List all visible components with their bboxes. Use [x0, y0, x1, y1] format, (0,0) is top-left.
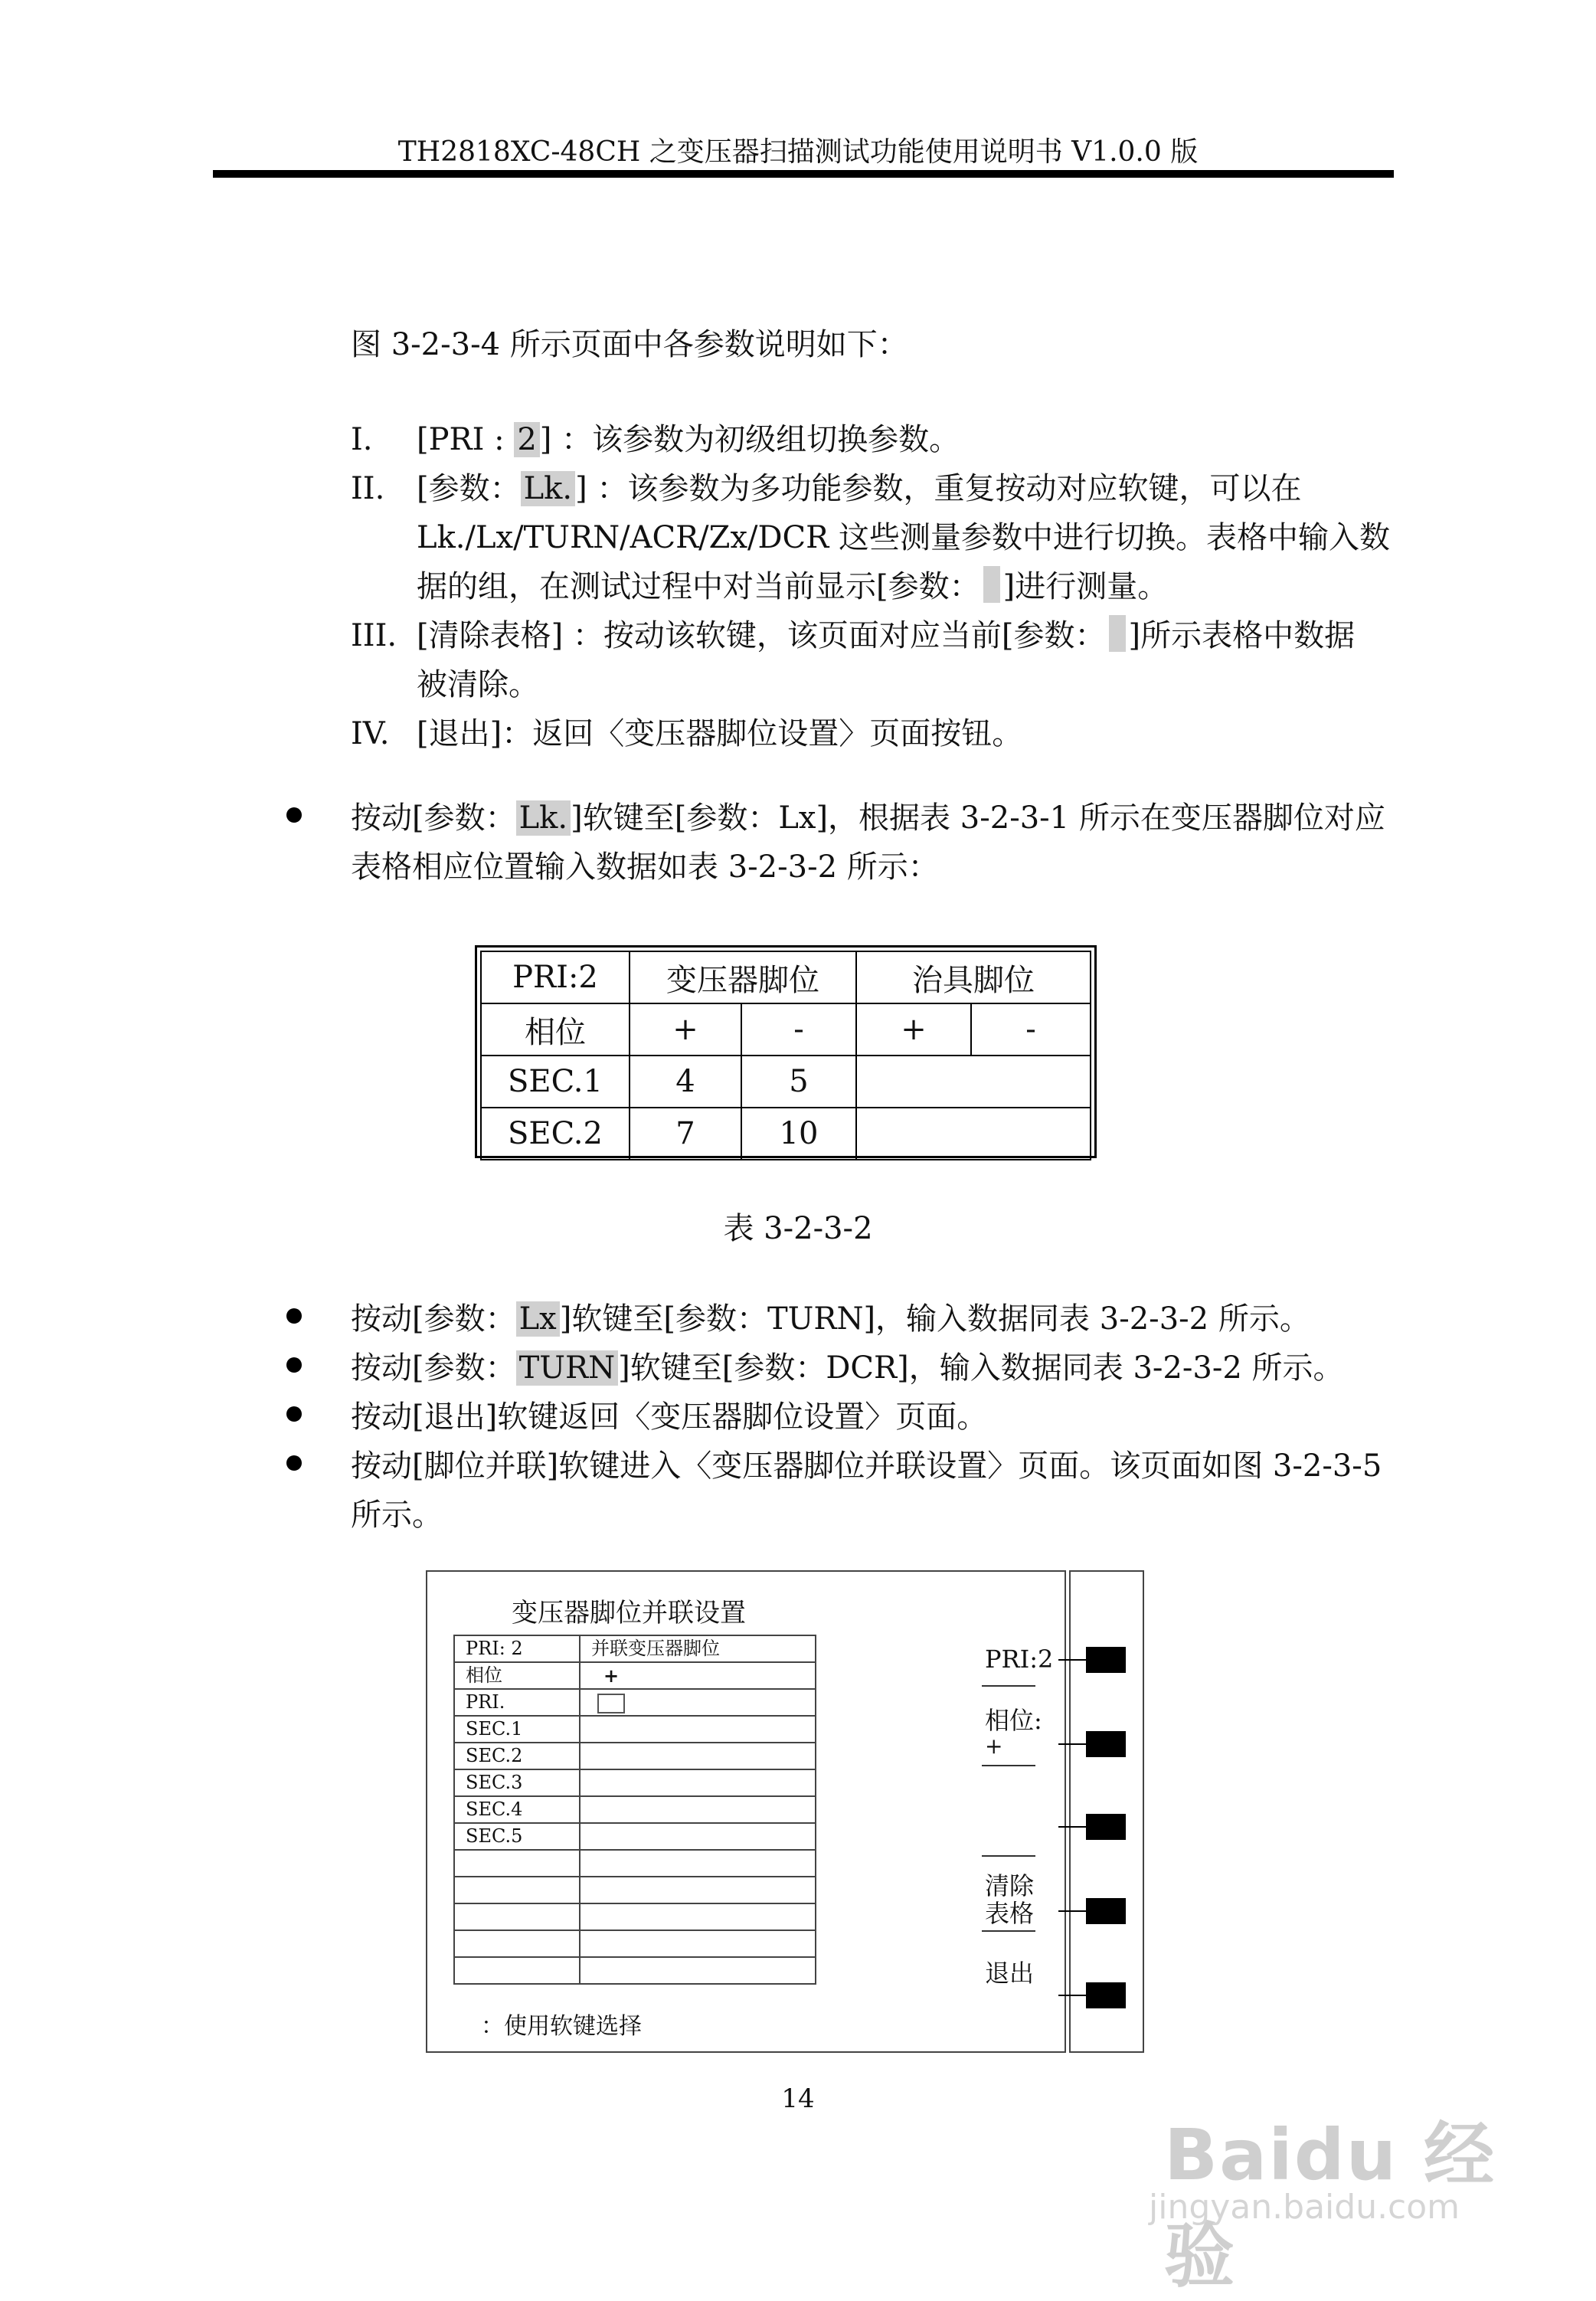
- param-highlight: Lk.: [521, 471, 576, 506]
- table-cell: [580, 1903, 816, 1930]
- pin-table: [475, 945, 1097, 1158]
- table-row: [454, 1769, 816, 1796]
- table-row: [454, 1635, 816, 1662]
- watermark: [1103, 2083, 1562, 2297]
- bullet-icon: [286, 1406, 302, 1422]
- table-cell: [580, 1769, 816, 1796]
- table-cell: SEC.1: [481, 1056, 630, 1108]
- bullet-text: 表格相应位置输入数据如表 3-2-3-2 所示：: [351, 849, 939, 885]
- param-text: ] ：该参数为初级组切换参数。: [539, 422, 960, 457]
- param-item: [417, 415, 960, 464]
- softkey-3-button[interactable]: [1086, 1814, 1126, 1840]
- table-cell: 变压器脚位: [630, 951, 856, 1003]
- table-cell: [454, 1877, 580, 1903]
- softkey-4-button[interactable]: [1086, 1898, 1126, 1924]
- table-cell: [454, 1903, 580, 1930]
- param-text: Lk./Lx/TURN/ACR/Zx/DCR 这些测量参数中进行切换。表格中输入数: [417, 520, 1390, 555]
- table-row: [454, 1903, 816, 1930]
- table-cell: 相位: [454, 1662, 580, 1689]
- table-cell: 治具脚位: [856, 951, 1091, 1003]
- param-text: [退出]：返回〈变压器脚位设置〉页面按钮。: [417, 716, 1023, 751]
- softkey-label-clear: 清除: [985, 1871, 1035, 1900]
- table-cell: [580, 1743, 816, 1769]
- table-cell: [580, 1957, 816, 1984]
- bullet-text: 按动[退出]软键返回〈变压器脚位设置〉页面。: [351, 1399, 988, 1435]
- table-row: [454, 1823, 816, 1850]
- header-rule: [213, 170, 1394, 178]
- table-cell: +: [630, 1003, 741, 1056]
- softkey-2-button[interactable]: [1086, 1731, 1126, 1757]
- param-item: [417, 611, 1355, 660]
- table-cell: [580, 1877, 816, 1903]
- param-num: III.: [351, 618, 397, 653]
- bullet-icon: [286, 1455, 302, 1471]
- bullet-text: 按动[参数：: [351, 800, 516, 836]
- softkey-label-pri: PRI:2: [985, 1645, 1054, 1674]
- softkey-label-exit: 退出: [985, 1959, 1035, 1988]
- table-row: [454, 1957, 816, 1984]
- table-row: [454, 1662, 816, 1689]
- bullet-item: [351, 794, 1385, 843]
- softkey-divider: [982, 1855, 1035, 1857]
- table-cell: SEC.2: [454, 1743, 580, 1769]
- table-cell: SEC.4: [454, 1796, 580, 1823]
- param-text: ]进行测量。: [1002, 569, 1169, 604]
- table-row: [454, 1689, 816, 1716]
- table-cell: 并联变压器脚位: [580, 1635, 816, 1662]
- table-cell: 4: [630, 1056, 741, 1108]
- softkey-1-button[interactable]: [1086, 1647, 1126, 1673]
- table-cell: SEC.1: [454, 1716, 580, 1743]
- figure-hint: ：使用软键选择: [481, 2013, 642, 2040]
- table-cell: [454, 1957, 580, 1984]
- param-text: [参数：: [417, 471, 521, 506]
- bullet-text: 按动[脚位并联]软键进入〈变压器脚位并联设置〉页面。该页面如图 3-2-3-5: [351, 1448, 1382, 1484]
- param-text: ] ：该参数为多功能参数，重复按动对应软键，可以在: [575, 471, 1302, 506]
- table-cell: 相位: [481, 1003, 630, 1056]
- param-highlight: [1109, 615, 1126, 652]
- table-cell: [856, 1108, 1091, 1160]
- param-highlight: 2: [514, 422, 539, 457]
- softkey-connector: [1058, 1995, 1086, 1996]
- table-cell: SEC.5: [454, 1823, 580, 1850]
- softkey-connector: [1058, 1659, 1086, 1661]
- table-caption: 表 3-2-3-2: [723, 1211, 873, 1246]
- table-row: [454, 1796, 816, 1823]
- softkey-label-phase: 相位:: [985, 1706, 1042, 1735]
- bullet-item: [351, 1344, 1344, 1393]
- table-row: [481, 1108, 1091, 1160]
- figure-title: 变压器脚位并联设置: [512, 1598, 746, 1628]
- table-cell: 7: [630, 1108, 741, 1160]
- bullet-text: 按动[参数：: [351, 1301, 516, 1337]
- table-cell: +: [856, 1003, 971, 1056]
- table-cell: 10: [741, 1108, 856, 1160]
- softkey-connector: [1058, 1910, 1086, 1912]
- screen-figure: [426, 1570, 1066, 2053]
- table-cell: [580, 1689, 816, 1716]
- param-num: IV.: [351, 716, 390, 751]
- table-cell: -: [971, 1003, 1091, 1056]
- table-cell: -: [741, 1003, 856, 1056]
- param-text: ]所示表格中数据: [1128, 618, 1356, 653]
- bullet-icon: [286, 1308, 302, 1324]
- softkey-label-phase-value: +: [985, 1733, 1003, 1759]
- bullet-icon: [286, 1357, 302, 1373]
- header-title: TH2818XC-48CH 之变压器扫描测试功能使用说明书 V1.0.0 版: [397, 136, 1199, 168]
- table-cell: [580, 1716, 816, 1743]
- softkey-connector: [1058, 1826, 1086, 1828]
- softkey-panel: [1069, 1570, 1144, 2053]
- table-cell: 5: [741, 1056, 856, 1108]
- softkey-divider: [982, 1685, 1035, 1687]
- table-cell: [856, 1056, 1091, 1108]
- softkey-divider: [982, 1765, 1035, 1766]
- watermark-url: jingyan.baidu.com: [1149, 2188, 1460, 2227]
- table-cell: [454, 1930, 580, 1957]
- checkbox-icon[interactable]: [597, 1694, 625, 1713]
- param-item: [417, 464, 1301, 513]
- param-text: [PRI :: [417, 422, 515, 457]
- bullet-text: 按动[参数：: [351, 1350, 516, 1386]
- table-row: [454, 1877, 816, 1903]
- softkey-5-button[interactable]: [1086, 1982, 1126, 2008]
- table-row: [481, 1003, 1091, 1056]
- param-num: I.: [351, 422, 373, 457]
- table-row: [454, 1930, 816, 1957]
- bullet-text: 所示。: [351, 1497, 443, 1533]
- param-text: [清除表格] ：按动该软键，该页面对应当前[参数：: [417, 618, 1106, 653]
- bullet-icon: [286, 807, 302, 823]
- table-row: [481, 951, 1091, 1003]
- table-cell: PRI.: [454, 1689, 580, 1716]
- table-cell: [454, 1850, 580, 1877]
- bullet-highlight: Lx: [516, 1301, 560, 1337]
- param-text: 被清除。: [417, 667, 539, 702]
- param-num: II.: [351, 471, 385, 506]
- bullet-text: ]软键至[参数：Lx]，根据表 3-2-3-1 所示在变压器脚位对应: [571, 800, 1385, 836]
- bullet-highlight: TURN: [516, 1350, 619, 1386]
- page-number: 14: [781, 2083, 815, 2114]
- bullet-item: [351, 1295, 1310, 1344]
- table-cell: +: [580, 1662, 816, 1689]
- table-cell: SEC.2: [481, 1108, 630, 1160]
- table-cell: [580, 1930, 816, 1957]
- bullet-text: ]软键至[参数：TURN]，输入数据同表 3-2-3-2 所示。: [559, 1301, 1310, 1337]
- bullet-highlight: Lk.: [516, 800, 571, 836]
- bullet-text: ]软键至[参数：DCR]，输入数据同表 3-2-3-2 所示。: [618, 1350, 1344, 1386]
- softkey-divider: [982, 1930, 1035, 1932]
- table-cell: [580, 1850, 816, 1877]
- table-cell: [580, 1823, 816, 1850]
- table-cell: [580, 1796, 816, 1823]
- param-highlight: [983, 566, 1000, 603]
- table-cell: SEC.3: [454, 1769, 580, 1796]
- param-text: 据的组，在测试过程中对当前显示[参数：: [417, 569, 980, 604]
- table-cell: PRI: 2: [454, 1635, 580, 1662]
- table-row: [454, 1743, 816, 1769]
- softkey-label-table: 表格: [985, 1899, 1035, 1928]
- table-row: [481, 1056, 1091, 1108]
- intro-text: 图 3-2-3-4 所示页面中各参数说明如下：: [351, 327, 908, 362]
- param-item: [417, 562, 1168, 611]
- table-row: [454, 1716, 816, 1743]
- parallel-table: [453, 1635, 816, 1985]
- softkey-connector: [1058, 1743, 1086, 1745]
- table-cell: PRI:2: [481, 951, 630, 1003]
- table-row: [454, 1850, 816, 1877]
- watermark-logo: Baidu 经验: [1164, 2114, 1496, 2297]
